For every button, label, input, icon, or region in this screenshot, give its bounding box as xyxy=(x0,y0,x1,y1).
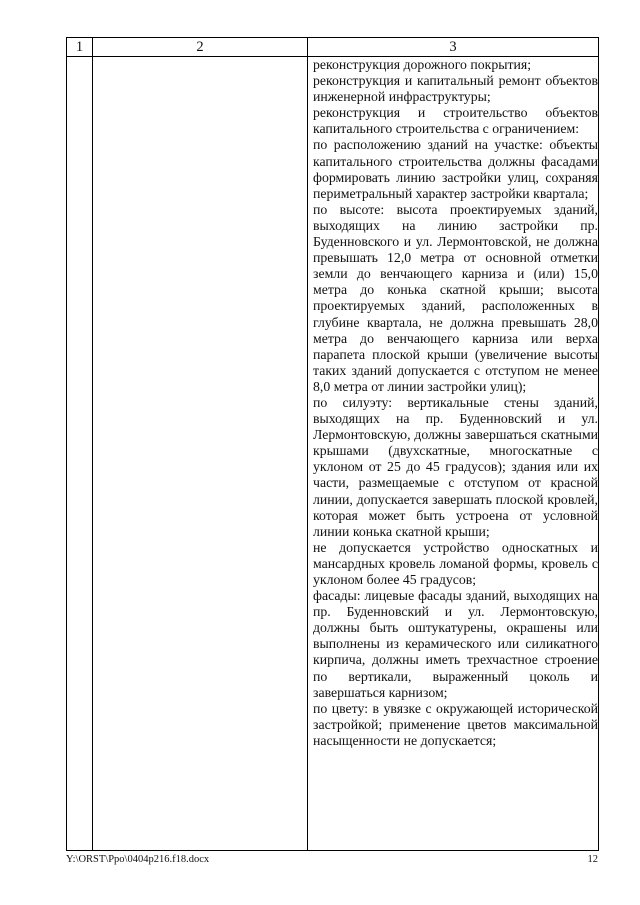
paragraph: реконструкция и строительство объектов капитального строительства с ограничением: xyxy=(313,105,598,137)
paragraph: не допускается устройство односкатных и мансардных кровель ломаной формы, кровель с уклоном более 45 градусов; xyxy=(313,539,598,587)
body-cell-3 xyxy=(308,57,599,851)
footer-file-path: Y:\ORST\Ppo\0404p216.f18.docx xyxy=(66,854,210,865)
footer-page-number: 12 xyxy=(587,854,598,865)
table-header-row xyxy=(67,38,599,57)
paragraph: по цвету: в увязке с окружающей исторической застройкой; применение цветов максимальной насыщенности не допускается; xyxy=(313,700,598,748)
paragraph: реконструкция дорожного покрытия; xyxy=(313,57,532,72)
paragraph: по расположению зданий на участке: объекты капитального строительства должны фасадами формировать линию застройки улиц, сохраняя периметральный характер застройки квартала; xyxy=(313,137,598,201)
paragraph: по высоте: высота проектируемых зданий, выходящих на линию застройки пр. Буденновского и ул. Лермонтовской, не должна превышать 12,0 метра от основной отметки земли до венчающего карниза и (или) 15,0 метра до конька скатной крыши; высота проектируемых зданий, расположенных в глубине квартала, не должна превышать 28,0 метра до венчающего карниза или верха парапета плоской крыши (увеличение высоты таких зданий допускается с отступом не менее 8,0 метра от линии застройки улиц); xyxy=(313,201,598,394)
document-table xyxy=(66,37,599,851)
paragraph: реконструкция и капитальный ремонт объектов инженерной инфраструктуры; xyxy=(313,73,598,105)
header-cell-2: 2 xyxy=(93,38,308,57)
table-body-row xyxy=(67,57,599,851)
header-cell-3: 3 xyxy=(308,38,599,57)
paragraph: фасады: лицевые фасады зданий, выходящих на пр. Буденновский и ул. Лермонтовскую, должны быть оштукатурены, окрашены или выполнены из керамического или силикатного кирпича, должны иметь трехчастное строение по вертикали, выраженный цоколь и завершаться карнизом; xyxy=(313,588,598,700)
header-cell-1: 1 xyxy=(67,38,93,57)
body-cell-2 xyxy=(93,57,308,851)
body-cell-1 xyxy=(67,57,93,851)
paragraph: по силуэту: вертикальные стены зданий, выходящих на пр. Буденновский и ул. Лермонтовскую, должны завершаться скатными крышами (двухскатные, многоскатные с уклоном от 25 до 45 градусов); здания или их части, размещаемые с отступом от красной линии, допускается завершать плоской кровлей, которая может быть устроена от условной линии конька скатной крыши; xyxy=(313,394,598,539)
